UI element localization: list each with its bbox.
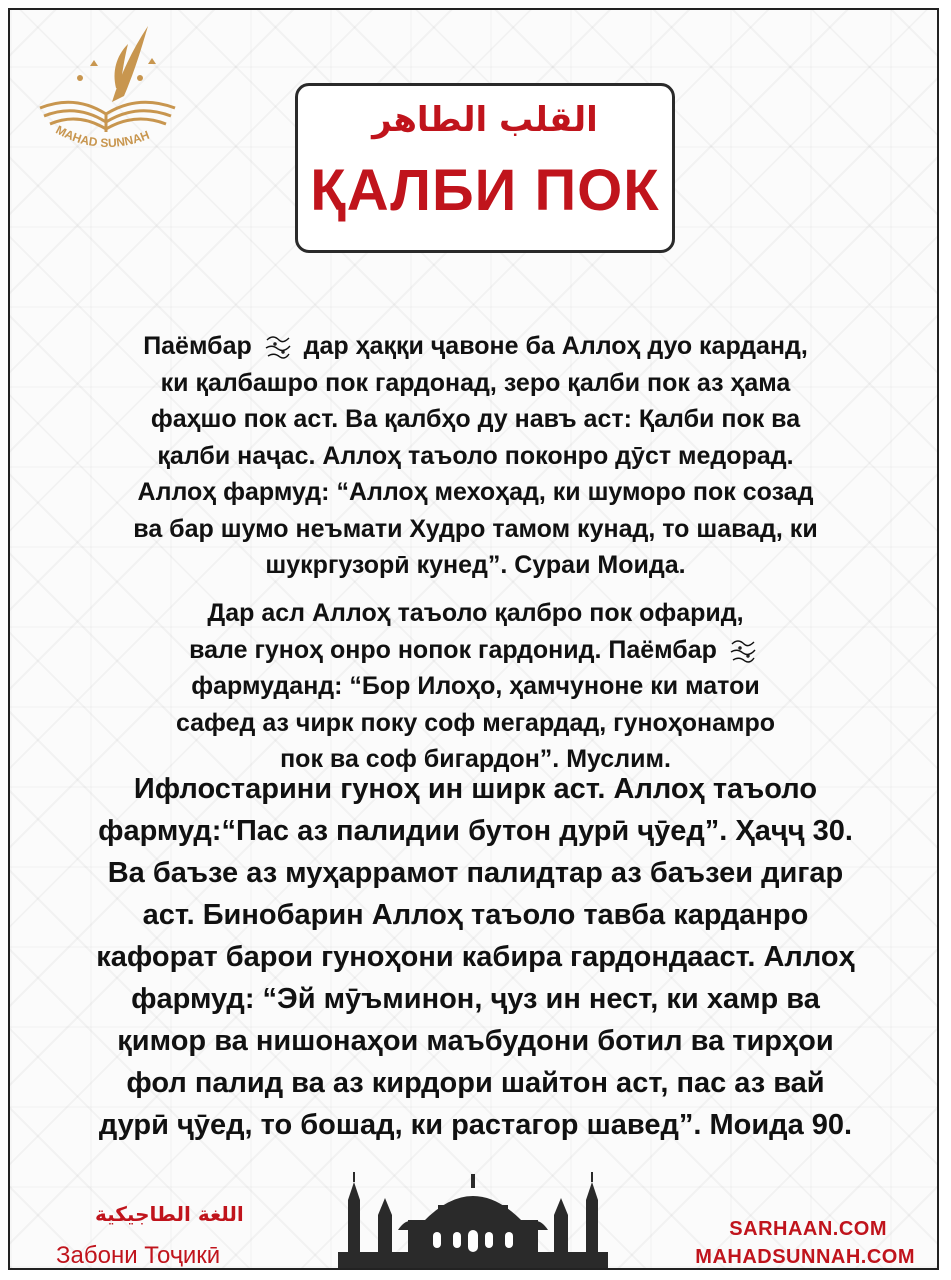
paragraph-2: [10, 595, 939, 778]
website-link-mahadsunnah[interactable]: MAHADSUNNAH.COM: [695, 1246, 915, 1268]
salawat-calligraphy-icon: [728, 636, 758, 666]
paragraph-line: аст. Бинобарин Аллоҳ таъоло тавба карданро: [142, 899, 809, 931]
title-box: [295, 83, 675, 253]
paragraph-line: дурӣ ҷӯед, то бошад, ки растагор шавед”. Моида 90.: [98, 1109, 853, 1141]
paragraph-line: Дар асл Аллоҳ таъоло қалбро пок офарид,: [207, 599, 744, 627]
paragraph-line: ки қалбашро пок гардонад, зеро қалби пок аз ҳама: [160, 368, 791, 397]
line-text: вале гуноҳ онро нопок гардонид. Паёмбар: [189, 635, 717, 664]
paragraph-line: пок ва соф бигардон”. Муслим.: [280, 745, 671, 773]
paragraph-line: Ва баъзе аз муҳаррамот палидтар аз баъзеи дигар: [107, 857, 844, 889]
poster-frame: [8, 8, 939, 1270]
paragraph-line: фармуд:“Пас аз палидии бутон дурӣ ҷӯед”. Ҳаҷҷ 30.: [98, 815, 853, 847]
paragraph-line: ва бар шумо неъмати Худро тамом кунад, то шавад, ки: [133, 514, 818, 543]
paragraph-line: Аллоҳ фармуд: “Аллоҳ мехоҳад, ки шуморо пок созад: [137, 478, 814, 506]
paragraph-line: кафорат барои гуноҳони кабира гардондааст. Аллоҳ: [96, 941, 855, 973]
page-title: ҚАЛБИ ПОК: [310, 158, 660, 223]
paragraph-line: [10, 632, 939, 669]
paragraph-line: шукргузорӣ кунед”. Сураи Моида.: [265, 551, 686, 579]
paragraph-line: фаҳшо пок аст. Ва қалбҳо ду навъ аст: Қалби пок ва: [150, 405, 801, 433]
line-text: дар ҳаққи ҷавоне ба Аллоҳ дуо карданд,: [303, 332, 808, 360]
paragraph-line: қимор ва нишонаҳои маъбудони ботил ва тирҳои: [117, 1025, 834, 1057]
paragraph-3: [10, 768, 939, 1146]
footer-language: Забони Тоҷикӣ: [56, 1242, 221, 1269]
website-link-sarhaan[interactable]: SARHAAN.COM: [729, 1218, 887, 1240]
paragraph-line: фол палид ва аз кирдори шайтон аст, пас аз вай: [126, 1067, 825, 1099]
paragraph-line: фармуданд: “Бор Илоҳо, ҳамчуноне ки матои: [191, 672, 760, 700]
mosque-silhouette-icon: [338, 1160, 608, 1270]
paragraph-line: [10, 328, 939, 365]
paragraph-line: фармуд: “Эй мӯъминон, ҷуз ин нест, ки хамр ва: [131, 983, 820, 1015]
paragraph-line: Ифлостарини гуноҳ ин ширк аст. Аллоҳ таъоло: [133, 773, 818, 805]
paragraph-line: сафед аз чирк поку соф мегардад, гуноҳонамро: [175, 708, 776, 737]
logo-text: MAHAD SUNNAH: [53, 122, 152, 151]
mahad-sunnah-logo: [20, 16, 195, 166]
footer-language-arabic: اللغة الطاجيكية: [95, 1202, 244, 1226]
line-text: Паёмбар: [143, 332, 252, 360]
salawat-calligraphy-icon: [263, 332, 293, 362]
paragraph-line: қалби наҷас. Аллоҳ таъоло поконро дӯст медорад.: [157, 441, 794, 470]
title-arabic: القلب الطاهر: [372, 100, 598, 140]
paragraph-1: [10, 328, 939, 584]
